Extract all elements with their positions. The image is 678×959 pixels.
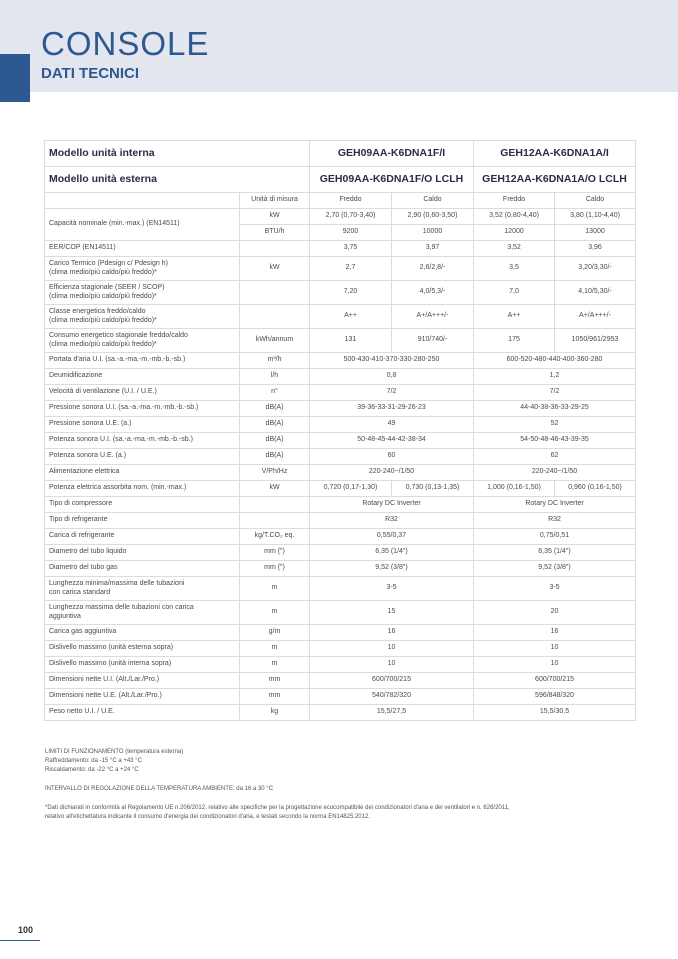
value-cell: 39-36-33-31-29-26-23 xyxy=(310,401,474,417)
value-cell: 910/740/- xyxy=(392,329,474,353)
row-label-line1: Lunghezza minima/massima delle tubazioni xyxy=(49,580,185,587)
table-row xyxy=(45,329,636,353)
row-label: Carica gas aggiuntiva xyxy=(45,625,240,641)
value-cell: 44-40-38-36-33-29-25 xyxy=(474,401,636,417)
row-label: Dislivello massimo (unità esterna sopra) xyxy=(45,641,240,657)
unit-cell: n° xyxy=(240,385,310,401)
value-cell: 175 xyxy=(474,329,555,353)
value-cell: 9,52 (3/8") xyxy=(310,561,474,577)
value-cell: 0,720 (0,17-1,30) xyxy=(310,481,392,497)
limits-cooling: Raffreddamento: da -15 °C a +43 °C xyxy=(45,758,142,764)
value-cell: 20 xyxy=(474,601,636,625)
value-cell: 7/2 xyxy=(474,385,636,401)
row-label: Diametro del tubo gas xyxy=(45,561,240,577)
value-cell: R32 xyxy=(310,513,474,529)
table-row xyxy=(45,369,636,385)
model-cell: GEH12AA-K6DNA1A/O LCLH xyxy=(474,167,636,193)
table-row xyxy=(45,705,636,721)
value-cell: 7,0 xyxy=(474,281,555,305)
value-cell: 3-5 xyxy=(310,577,474,601)
unit-cell: kW xyxy=(240,209,310,225)
row-label xyxy=(45,329,240,353)
table-row xyxy=(45,193,636,209)
row-label: EER/COP (EN14511) xyxy=(45,241,240,257)
row-label: Alimentazione elettrica xyxy=(45,465,240,481)
table-row xyxy=(45,305,636,329)
row-label: Capacità nominale (min.-max.) (EN14511) xyxy=(45,209,240,241)
row-label: Modello unità esterna xyxy=(45,167,310,193)
value-cell: 6,35 (1/4") xyxy=(474,545,636,561)
unit-cell: m xyxy=(240,601,310,625)
header-accent-bar xyxy=(0,54,30,102)
row-label-line1: Consumo energetico stagionale freddo/caldo xyxy=(49,332,188,339)
value-cell: 220-240~/1/50 xyxy=(474,465,636,481)
row-label: Modello unità interna xyxy=(45,141,310,167)
unit-cell xyxy=(240,241,310,257)
value-cell: 0,75/0,51 xyxy=(474,529,636,545)
value-cell: 60 xyxy=(310,449,474,465)
unit-cell xyxy=(240,281,310,305)
value-cell: 3,5 xyxy=(474,257,555,281)
value-cell: 62 xyxy=(474,449,636,465)
value-cell: 15 xyxy=(310,601,474,625)
row-label: Dimensioni nette U.I. (Alt./Lar./Pro.) xyxy=(45,673,240,689)
row-label xyxy=(45,577,240,601)
value-cell: 500-430-410-370-330-280-250 xyxy=(310,353,474,369)
value-cell: 15,5/27,5 xyxy=(310,705,474,721)
unit-cell xyxy=(240,305,310,329)
mode-label: Caldo xyxy=(392,193,474,209)
page-title: CONSOLE xyxy=(41,25,210,62)
unit-header: Unità di misura xyxy=(240,193,310,209)
value-cell: 3,20/3,30/- xyxy=(555,257,636,281)
row-label-line1: Efficienza stagionale (SEER / SCOP) xyxy=(49,284,165,291)
unit-cell: kg/T.CO₂ eq. xyxy=(240,529,310,545)
table-row xyxy=(45,241,636,257)
unit-cell: m xyxy=(240,641,310,657)
page-number: 100 xyxy=(18,925,34,935)
row-label-line2: (clima medio/più caldo/più freddo)* xyxy=(49,292,157,300)
value-cell: 3,52 (0,80-4,40) xyxy=(474,209,555,225)
unit-cell: mm (") xyxy=(240,561,310,577)
value-cell: A++ xyxy=(474,305,555,329)
row-label-line2: aggiuntiva xyxy=(49,612,81,620)
table-row xyxy=(45,385,636,401)
unit-cell xyxy=(240,513,310,529)
value-cell: R32 xyxy=(474,513,636,529)
row-label-line2: (clima medio/più caldo/più freddo)* xyxy=(49,316,157,324)
value-cell: 2,70 (0,70-3,40) xyxy=(310,209,392,225)
row-label: Dislivello massimo (unità interna sopra) xyxy=(45,657,240,673)
unit-cell: BTU/h xyxy=(240,225,310,241)
value-cell: 15,5/30,5 xyxy=(474,705,636,721)
value-cell: 4,0/5,3/- xyxy=(392,281,474,305)
row-label xyxy=(45,305,240,329)
model-cell: GEH12AA-K6DNA1A/I xyxy=(474,141,636,167)
unit-cell: kg xyxy=(240,705,310,721)
unit-cell: m³/h xyxy=(240,353,310,369)
unit-cell: kWh/annum xyxy=(240,329,310,353)
unit-cell: mm xyxy=(240,689,310,705)
limits-title: LIMITI DI FUNZIONAMENTO (temperatura esterna) xyxy=(45,749,184,755)
value-cell: Rotary DC Inverter xyxy=(474,497,636,513)
value-cell: 7,20 xyxy=(310,281,392,305)
value-cell: 16 xyxy=(474,625,636,641)
table-row xyxy=(45,561,636,577)
unit-cell: m xyxy=(240,577,310,601)
table-row xyxy=(45,353,636,369)
row-label-line2: con carica standard xyxy=(49,588,111,596)
row-label-line1: Lunghezza massima delle tubazioni con carica xyxy=(49,604,194,611)
value-cell: 10 xyxy=(474,657,636,673)
footnote-line2: relativo all'etichettatura indicante il consumo d'energia dei condizionatori d'aria, e testati secondo la norma EN14825:2012. xyxy=(45,814,370,820)
table-row xyxy=(45,449,636,465)
value-cell: 54-50-48-46-43-39-35 xyxy=(474,433,636,449)
unit-cell: V/Ph/Hz xyxy=(240,465,310,481)
value-cell: 596/848/320 xyxy=(474,689,636,705)
row-label-line1: Carico Termico (Pdesign c/ Pdesign h) xyxy=(49,260,168,267)
value-cell: 49 xyxy=(310,417,474,433)
unit-cell: mm xyxy=(240,673,310,689)
value-cell: 2,90 (0,60-3,50) xyxy=(392,209,474,225)
value-cell: A++ xyxy=(310,305,392,329)
value-cell: 9,52 (3/8") xyxy=(474,561,636,577)
value-cell: 50-48-45-44-42-38-34 xyxy=(310,433,474,449)
value-cell: 52 xyxy=(474,417,636,433)
value-cell: 600/700/215 xyxy=(310,673,474,689)
value-cell: 3,75 xyxy=(310,241,392,257)
table-row xyxy=(45,281,636,305)
row-label: Peso netto U.I. / U.E. xyxy=(45,705,240,721)
value-cell: 1,000 (0,16-1,50) xyxy=(474,481,555,497)
row-label: Pressione sonora U.E. (a.) xyxy=(45,417,240,433)
value-cell: 540/782/320 xyxy=(310,689,474,705)
row-label: Potenza sonora U.E. (a.) xyxy=(45,449,240,465)
value-cell: 131 xyxy=(310,329,392,353)
value-cell: 7/2 xyxy=(310,385,474,401)
value-cell: 10 xyxy=(474,641,636,657)
page-subtitle: DATI TECNICI xyxy=(41,65,140,82)
value-cell: 12000 xyxy=(474,225,555,241)
table-row xyxy=(45,689,636,705)
value-cell: 0,55/0,37 xyxy=(310,529,474,545)
table-row xyxy=(45,545,636,561)
model-cell: GEH09AA-K6DNA1F/O LCLH xyxy=(310,167,474,193)
value-cell: 1,2 xyxy=(474,369,636,385)
value-cell: 0,730 (0,13-1,35) xyxy=(392,481,474,497)
limits-notes xyxy=(45,748,640,775)
value-cell: 3-5 xyxy=(474,577,636,601)
value-cell: 220-240~/1/50 xyxy=(310,465,474,481)
value-cell: 2,7 xyxy=(310,257,392,281)
row-label-line2: (clima medio/più caldo/più freddo)* xyxy=(49,340,157,348)
value-cell: 0,960 (0,16-1,50) xyxy=(555,481,636,497)
row-label xyxy=(45,281,240,305)
unit-cell: kW xyxy=(240,257,310,281)
table-row xyxy=(45,577,636,601)
unit-cell: l/h xyxy=(240,369,310,385)
row-label: Potenza elettrica assorbita nom. (min.-max.) xyxy=(45,481,240,497)
unit-cell xyxy=(240,497,310,513)
table-row xyxy=(45,601,636,625)
table-row xyxy=(45,529,636,545)
table-row xyxy=(45,513,636,529)
value-cell: 2,6/2,8/- xyxy=(392,257,474,281)
unit-cell: dB(A) xyxy=(240,417,310,433)
mode-label: Caldo xyxy=(555,193,636,209)
row-label-line1: Classe energetica freddo/caldo xyxy=(49,308,146,315)
page-number-rule xyxy=(0,940,40,941)
mode-label: Freddo xyxy=(474,193,555,209)
value-cell: 3,96 xyxy=(555,241,636,257)
unit-cell: dB(A) xyxy=(240,449,310,465)
row-label: Tipo di compressore xyxy=(45,497,240,513)
unit-cell: m xyxy=(240,657,310,673)
empty-cell xyxy=(45,193,240,209)
row-label: Velocità di ventilazione (U.I. / U.E.) xyxy=(45,385,240,401)
interval-note: INTERVALLO DI REGOLAZIONE DELLA TEMPERATURA AMBIENTE: da 16 a 30 °C xyxy=(45,786,274,792)
value-cell: 600-520-480-440-400-360-280 xyxy=(474,353,636,369)
unit-cell: dB(A) xyxy=(240,433,310,449)
table-row xyxy=(45,497,636,513)
table-row xyxy=(45,167,636,193)
value-cell: 3,97 xyxy=(392,241,474,257)
value-cell: 10 xyxy=(310,641,474,657)
value-cell: 10000 xyxy=(392,225,474,241)
limits-heating: Riscaldamento: da -22 °C a +24 °C xyxy=(45,767,139,773)
row-label: Diametro del tubo liquido xyxy=(45,545,240,561)
value-cell: 3,80 (1,10-4,40) xyxy=(555,209,636,225)
table-row xyxy=(45,209,636,225)
spec-table xyxy=(44,140,636,721)
row-label: Carica di refrigerante xyxy=(45,529,240,545)
value-cell: 13000 xyxy=(555,225,636,241)
value-cell: 4,10/5,30/- xyxy=(555,281,636,305)
row-label: Dimensioni nette U.E. (Alt./Lar./Pro.) xyxy=(45,689,240,705)
table-row xyxy=(45,673,636,689)
value-cell: 3,52 xyxy=(474,241,555,257)
value-cell: 16 xyxy=(310,625,474,641)
unit-cell: dB(A) xyxy=(240,401,310,417)
row-label: Pressione sonora U.I. (sa.-a.-ma.-m.-mb.-b.-sb.) xyxy=(45,401,240,417)
table-row xyxy=(45,641,636,657)
table-row xyxy=(45,141,636,167)
value-cell: 1050/961/2953 xyxy=(555,329,636,353)
value-cell: 6,35 (1/4") xyxy=(310,545,474,561)
value-cell: 10 xyxy=(310,657,474,673)
table-row xyxy=(45,465,636,481)
value-cell: 9200 xyxy=(310,225,392,241)
table-row xyxy=(45,433,636,449)
mode-label: Freddo xyxy=(310,193,392,209)
row-label: Deumidificazione xyxy=(45,369,240,385)
row-label-line2: (clima medio/più caldo/più freddo)* xyxy=(49,268,157,276)
row-label: Tipo di refrigerante xyxy=(45,513,240,529)
footnote-line1: *Dati dichiarati in conformità al Regolamento UE n.206/2012, relativo alle specifiche per la progettazione ecocompatibile dei condizionatori d'aria e dei ventilatori e n. 626/2011, xyxy=(45,805,510,811)
table-row xyxy=(45,657,636,673)
footnote xyxy=(45,804,640,822)
table-row xyxy=(45,481,636,497)
value-cell: 0,8 xyxy=(310,369,474,385)
value-cell: 600/700/215 xyxy=(474,673,636,689)
model-cell: GEH09AA-K6DNA1F/I xyxy=(310,141,474,167)
value-cell: A+/A+++/- xyxy=(555,305,636,329)
value-cell: Rotary DC Inverter xyxy=(310,497,474,513)
table-row xyxy=(45,401,636,417)
unit-cell: g/m xyxy=(240,625,310,641)
table-row xyxy=(45,625,636,641)
row-label xyxy=(45,601,240,625)
row-label: Portata d'aria U.I. (sa.-a.-ma.-m.-mb.-b.-sb.) xyxy=(45,353,240,369)
table-row xyxy=(45,417,636,433)
table-row xyxy=(45,257,636,281)
unit-cell: kW xyxy=(240,481,310,497)
unit-cell: mm (") xyxy=(240,545,310,561)
value-cell: A+/A+++/- xyxy=(392,305,474,329)
row-label: Potenza sonora U.I. (sa.-a.-ma.-m.-mb.-b.-sb.) xyxy=(45,433,240,449)
row-label xyxy=(45,257,240,281)
